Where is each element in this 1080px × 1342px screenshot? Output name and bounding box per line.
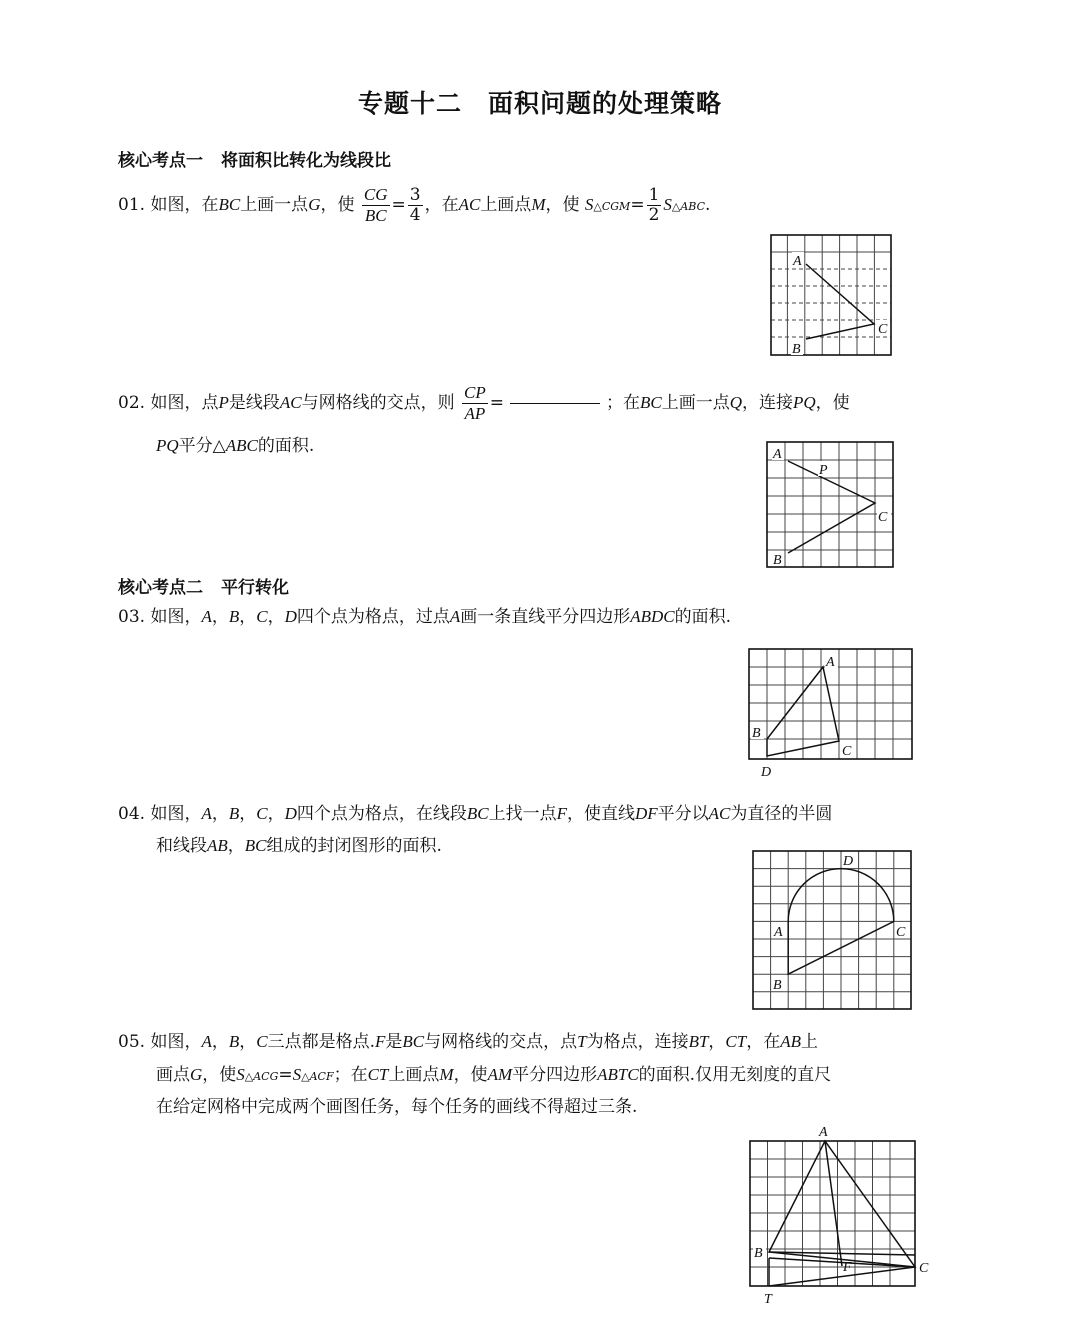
q-var: AB [207, 836, 228, 855]
label-a: A [773, 447, 782, 462]
q-text: 平分四边形 [512, 1065, 598, 1085]
section-text: 平行转化 [221, 578, 289, 598]
q-var: AM [487, 1065, 513, 1084]
frac-den: BC [364, 206, 387, 225]
question-04 [118, 800, 832, 828]
q-text: ；在 [333, 1065, 368, 1085]
section-text: 将面积比转化为线段比 [221, 151, 391, 171]
q-var: ABTC [597, 1065, 639, 1084]
q-text: 和线段 [156, 836, 207, 856]
q-var: D [284, 804, 297, 823]
equals: = [278, 1065, 293, 1085]
q-text: 的面积.仅用无刻度的直尺 [638, 1065, 832, 1085]
frac-den: 4 [409, 205, 421, 225]
figure-q4 [752, 850, 914, 1012]
q-var: C [256, 607, 268, 626]
question-number: 05. [118, 1032, 146, 1052]
question-02-line2 [156, 432, 314, 460]
label-b: B [773, 978, 782, 993]
q-var: Q [729, 393, 742, 412]
section-label: 核心考点二 [118, 578, 203, 598]
q-text: 四个点为格点，过点 [296, 607, 450, 627]
label-c: C [919, 1261, 929, 1276]
area-symbol: S [292, 1065, 302, 1084]
q-text: 是 [385, 1032, 403, 1052]
q-text: . [705, 195, 711, 215]
q-var: B [228, 607, 240, 626]
q-text: 上画点 [480, 195, 532, 215]
q-var: M [531, 195, 546, 214]
q-text: ， [708, 1032, 726, 1052]
grid [771, 235, 891, 355]
q-var: A [449, 607, 461, 626]
answer-blank[interactable] [510, 403, 600, 404]
q-text: 上画一点 [240, 195, 309, 215]
frac-num: 3 [409, 185, 421, 205]
question-number: 02. [118, 393, 146, 413]
question-number: 04. [118, 804, 146, 824]
q-var: CT [367, 1065, 389, 1084]
q-text: ， [239, 1032, 257, 1052]
q-text: ，使 [815, 393, 850, 413]
q-text: ， [211, 1032, 229, 1052]
q-var: DF [634, 804, 658, 823]
fraction-cg-bc [362, 185, 390, 226]
q-text: ，使 [320, 195, 355, 215]
q-var: A [201, 804, 212, 823]
title-topic: 专题十二 [357, 89, 462, 118]
q-text: ，使 [545, 195, 580, 215]
question-number: 01. [118, 195, 146, 215]
equals: = [391, 195, 406, 215]
label-b: B [754, 1246, 763, 1261]
q-var: G [308, 195, 321, 214]
q-text: ， [211, 804, 229, 824]
question-number: 03. [118, 607, 146, 627]
triangle-abc [788, 461, 875, 553]
label-d: D [761, 765, 772, 780]
q-text: 如图，点 [150, 393, 219, 413]
q-text: 与网格线的交点，则 [301, 393, 455, 413]
section-label: 核心考点一 [118, 151, 203, 171]
fraction-cp-ap [462, 383, 488, 424]
q-var: AC [708, 804, 731, 823]
q-text: 四个点为格点，在线段 [296, 804, 467, 824]
question-01 [118, 185, 710, 226]
area-symbol: S [584, 195, 594, 214]
q-text: ， [211, 607, 229, 627]
figure-q5 [745, 1124, 935, 1308]
frac-den: 2 [648, 205, 660, 225]
q-text: 上 [801, 1032, 818, 1052]
q-var: ABDC [630, 607, 675, 626]
q-var: A [201, 1032, 212, 1051]
label-a: A [774, 925, 783, 940]
q-text: ，使直线 [566, 804, 635, 824]
q-text: 如图， [150, 1032, 202, 1052]
label-p: P [819, 463, 828, 478]
q-text: 平分△ [178, 436, 226, 456]
q-text: 组成的封闭图形的面积. [266, 836, 442, 856]
q-var: PQ [792, 393, 816, 412]
fraction-3-4 [408, 186, 423, 225]
q-var: B [228, 804, 240, 823]
equals: = [489, 393, 504, 413]
q-var: M [439, 1065, 454, 1084]
area-subscript: △ACG [244, 1070, 279, 1083]
q-var: AC [279, 393, 302, 412]
q-var: AC [458, 195, 481, 214]
area-symbol: S [663, 195, 672, 214]
q-text: 上画一点 [661, 393, 730, 413]
label-c: C [842, 744, 852, 759]
q-var: PQ [156, 436, 179, 455]
label-d: D [843, 854, 854, 869]
q-text: 画点 [156, 1065, 190, 1085]
q-var: G [190, 1065, 203, 1084]
label-a: A [826, 655, 835, 670]
section-heading-2 [118, 573, 289, 598]
question-05-line2 [156, 1061, 831, 1090]
fraction-1-2 [647, 186, 662, 225]
q-text: ， [239, 607, 257, 627]
figure-q1 [770, 234, 894, 358]
q-var: A [201, 607, 212, 626]
frac-num: CG [363, 185, 388, 204]
q-text: 上画点 [388, 1065, 440, 1085]
area-subscript: △ACF [301, 1070, 334, 1083]
q-var: BC [218, 195, 241, 214]
q-text: 为格点，连接 [586, 1032, 689, 1052]
equals: = [630, 195, 645, 215]
page-title [0, 84, 1080, 120]
q-text: ， [267, 607, 285, 627]
question-05-line3: 在给定网格中完成两个画图任务，每个任务的画线不得超过三条. [156, 1097, 638, 1117]
q-var: BC [244, 836, 267, 855]
label-c: C [896, 925, 906, 940]
q-var: P [218, 393, 229, 412]
q-text: ，使 [453, 1065, 488, 1085]
label-b: B [752, 726, 761, 741]
title-subject: 面积问题的处理策略 [488, 89, 723, 118]
label-a: A [819, 1125, 828, 1140]
q-var: ABC [225, 436, 258, 455]
q-text: 为直径的半圆 [730, 804, 833, 824]
grid [767, 442, 893, 567]
q-text: 如图，在 [150, 195, 219, 215]
q-text: ，使 [202, 1065, 237, 1085]
q-var: T [577, 1032, 587, 1051]
q-text: 是线段 [228, 393, 280, 413]
q-text: 三点都是格点. [267, 1032, 375, 1052]
question-02 [118, 383, 850, 424]
frac-num: 1 [648, 185, 660, 205]
q-text: 的面积. [257, 436, 315, 456]
q-text: 如图， [150, 804, 202, 824]
area-subscript: △ABC [671, 200, 706, 213]
q-var: BC [639, 393, 662, 412]
label-a: A [793, 254, 802, 269]
q-text: ， [239, 804, 257, 824]
question-05 [118, 1028, 818, 1056]
q-var: F [556, 804, 567, 823]
label-t: T [764, 1292, 772, 1307]
figure-q2 [766, 441, 896, 569]
question-03 [118, 603, 731, 631]
q-text: 画一条直线平分四边形 [460, 607, 631, 627]
q-text: 与网格线的交点，点 [424, 1032, 578, 1052]
area-symbol: S [236, 1065, 245, 1084]
label-b: B [773, 553, 782, 568]
q-text: ，在 [746, 1032, 781, 1052]
q-var: BC [402, 1032, 425, 1051]
q-var: BT [688, 1032, 709, 1051]
label-c: C [878, 510, 888, 525]
q-text: ，在 [424, 195, 459, 215]
q-text: ，连接 [741, 393, 793, 413]
q-text: ， [227, 836, 245, 856]
q-text: 上找一点 [488, 804, 557, 824]
q-text: ；在 [605, 393, 640, 413]
section-heading-1 [118, 146, 391, 171]
q-var: C [256, 1032, 268, 1051]
q-var: F [374, 1032, 386, 1051]
q-var: AB [780, 1032, 801, 1051]
q-var: CT [725, 1032, 747, 1051]
area-subscript: △CGM [593, 200, 631, 213]
q-var: B [228, 1032, 240, 1051]
q-text: 如图， [150, 607, 202, 627]
q-text: 平分以 [657, 804, 709, 824]
question-04-line2 [156, 832, 442, 860]
q-var: BC [466, 804, 489, 823]
figure-q3 [748, 648, 916, 780]
q-text: ， [267, 804, 285, 824]
frac-num: CP [463, 383, 486, 402]
label-c: C [878, 322, 888, 337]
frac-den: AP [464, 404, 486, 423]
label-f: F [843, 1260, 852, 1275]
q-text: 的面积. [674, 607, 732, 627]
q-var: C [256, 804, 268, 823]
label-b: B [792, 342, 801, 357]
q-var: D [284, 607, 297, 626]
